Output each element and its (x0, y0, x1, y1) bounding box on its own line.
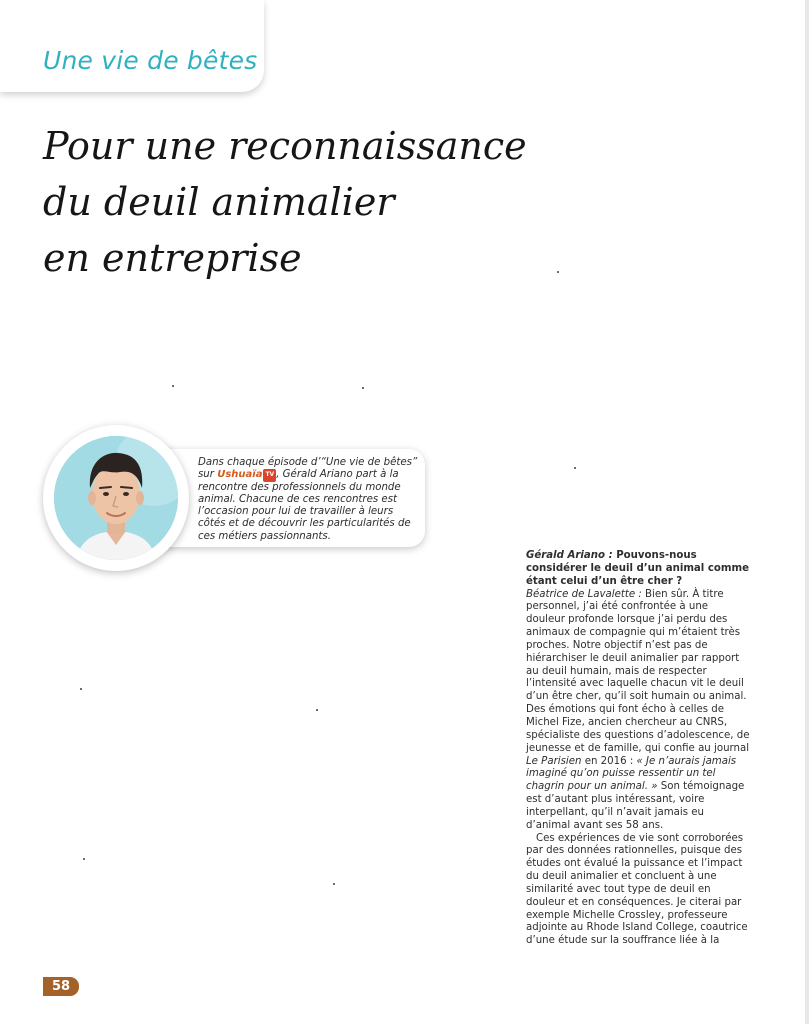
page-number: 58 (43, 977, 79, 996)
scan-speck (333, 883, 335, 885)
scan-speck (557, 271, 559, 273)
scan-speck (574, 467, 576, 469)
portrait-frame (43, 425, 189, 571)
headline-line-1: Pour une reconnaissance (43, 124, 527, 168)
scan-speck (362, 387, 364, 389)
intro-text-start: Dans chaque épisode d’“Une vie de bêtes” sur (198, 457, 418, 481)
scan-speck (83, 858, 85, 860)
interview-question (526, 550, 750, 589)
section-label: Une vie de bêtes (43, 46, 258, 75)
headline (43, 118, 527, 286)
page-edge (805, 0, 809, 1024)
answer-paragraph-2: Ces expériences de vie sont corroborées par des données rationnelles, puisque des études ont évalué la puissance et l’impact du deuil animalier et concluent à une similarité avec tout type de deuil en douleur et en conséquences. Je citerai par exemple Michelle Crossley, professeure adjointe au Rhode Island College, coautrice d’une étude sur la souffrance liée à la (526, 832, 748, 947)
ushuaia-tv-badge: TV (263, 469, 276, 481)
interview-answer (526, 589, 750, 833)
scan-speck (172, 385, 174, 387)
scan-speck (80, 688, 82, 690)
headline-line-3: en entreprise (43, 236, 302, 280)
question-speaker: Gérald Ariano : (526, 550, 613, 561)
answer-text-3: Son témoignage est d’autant plus intéressant, voire interpellant, qu’il n’avait jamais eu d’animal avant ses 58 ans. (526, 781, 745, 831)
ushuaia-logo: Ushuaïa (217, 469, 263, 481)
portrait-illustration (54, 436, 178, 560)
portrait-photo (54, 436, 178, 560)
headline-line-2: du deuil animalier (43, 180, 395, 224)
answer-text-2: en 2016 : (581, 755, 637, 767)
answer-quote: « Je n’aurais jamais imaginé qu’on puisse ressentir un tel chagrin pour un animal. » (526, 755, 737, 793)
journal-name: Le Parisien (526, 755, 582, 767)
answer-speaker: Béatrice de Lavalette : (526, 588, 642, 600)
section-tab (0, 0, 264, 92)
intro-text (198, 457, 423, 543)
question-text: Pouvons-nous considérer le deuil d’un animal comme étant celui d’un être cher ? (526, 550, 750, 587)
intro-text-end: , Gérald Ariano part à la rencontre des professionnels du monde animal. Chacune de ces rencontres est l’occasion pour lui de travailler à leurs côtés et de découvrir les particularités de ces métiers passionnants. (198, 469, 411, 542)
answer-text-1: Bien sûr. À titre personnel, j’ai été confrontée à une douleur profonde lorsque j’ai perdu des animaux de compagnie qui m’étaient très proches. Notre objectif n’est pas de hiérarchiser le deuil animalier par rapport au deuil humain, mais de respecter l’intensité avec laquelle chacun vit le deuil d’un être cher, qu’il soit humain ou animal. Des émotions qui font écho à celles de Michel Fize, ancien chercheur au CNRS, spécialiste des questions d’adolescence, de jeunesse et de famille, qui confie au journal (526, 588, 750, 754)
article-column (526, 550, 750, 948)
scan-speck (316, 709, 318, 711)
